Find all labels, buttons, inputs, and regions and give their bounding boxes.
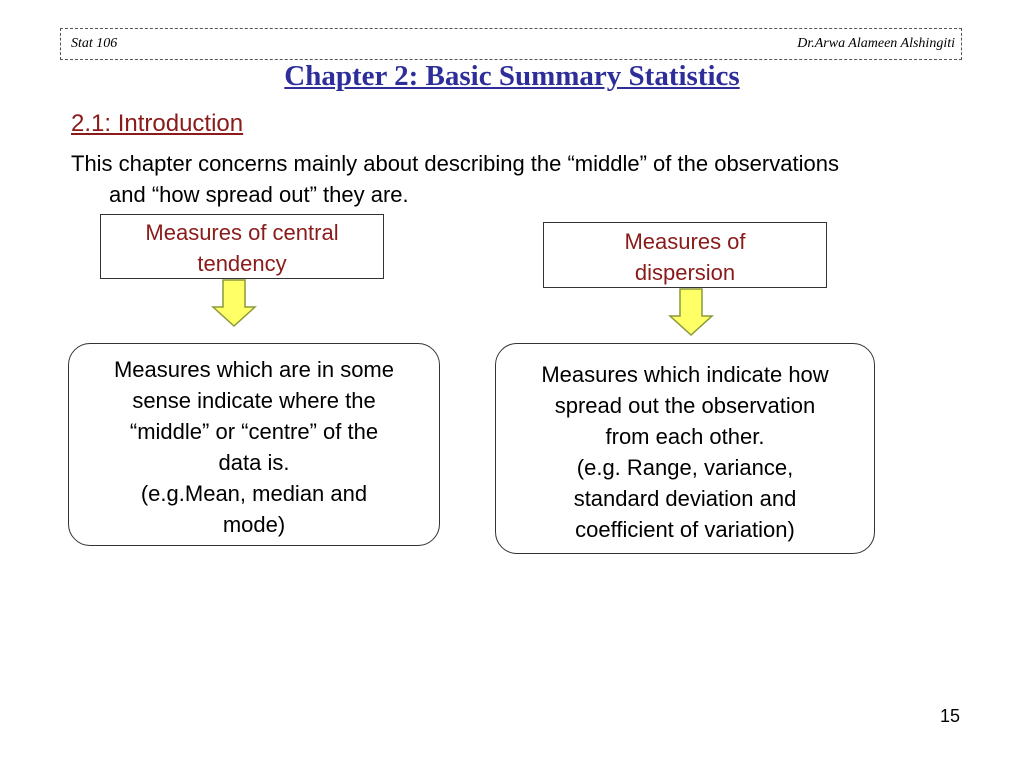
intro-paragraph [71, 148, 991, 210]
down-arrow-icon [668, 288, 714, 336]
desc-line: spread out the observation [554, 393, 816, 418]
desc-line: coefficient of variation) [575, 517, 795, 542]
dispersion-description [495, 343, 875, 554]
dispersion-label-1: Measures of [624, 229, 746, 254]
central-tendency-label-2: tendency [197, 251, 287, 276]
desc-line: mode) [222, 512, 286, 537]
dispersion-box [543, 222, 827, 288]
desc-line: standard deviation and [573, 486, 797, 511]
desc-line: Measures which are in some [113, 357, 394, 382]
desc-line: data is. [218, 450, 290, 475]
author-label: Dr.Arwa Alameen Alshingiti [797, 36, 955, 51]
desc-line: “middle” or “centre” of the [129, 419, 379, 444]
desc-line: sense indicate where the [132, 388, 376, 413]
course-label: Stat 106 [71, 36, 118, 51]
desc-line: (e.g. Range, variance, [576, 455, 794, 480]
desc-line: (e.g.Mean, median and [140, 481, 368, 506]
down-arrow-icon [211, 279, 257, 327]
page-number: 15 [940, 706, 961, 726]
section-heading: 2.1: Introduction [71, 110, 244, 137]
chapter-title-text: Chapter 2: Basic Summary Statistics [284, 60, 740, 92]
central-tendency-box [100, 214, 384, 279]
desc-line: Measures which indicate how [541, 362, 829, 387]
central-tendency-description [68, 343, 440, 546]
slide-header [60, 28, 962, 60]
desc-line: from each other. [605, 424, 765, 449]
dispersion-label-2: dispersion [634, 260, 736, 285]
intro-line-1: This chapter concerns mainly about describing the “middle” of the observations [71, 151, 839, 176]
intro-line-2: and “how spread out” they are. [109, 182, 409, 207]
chapter-title [0, 60, 1024, 93]
central-tendency-label-1: Measures of central [145, 220, 339, 245]
